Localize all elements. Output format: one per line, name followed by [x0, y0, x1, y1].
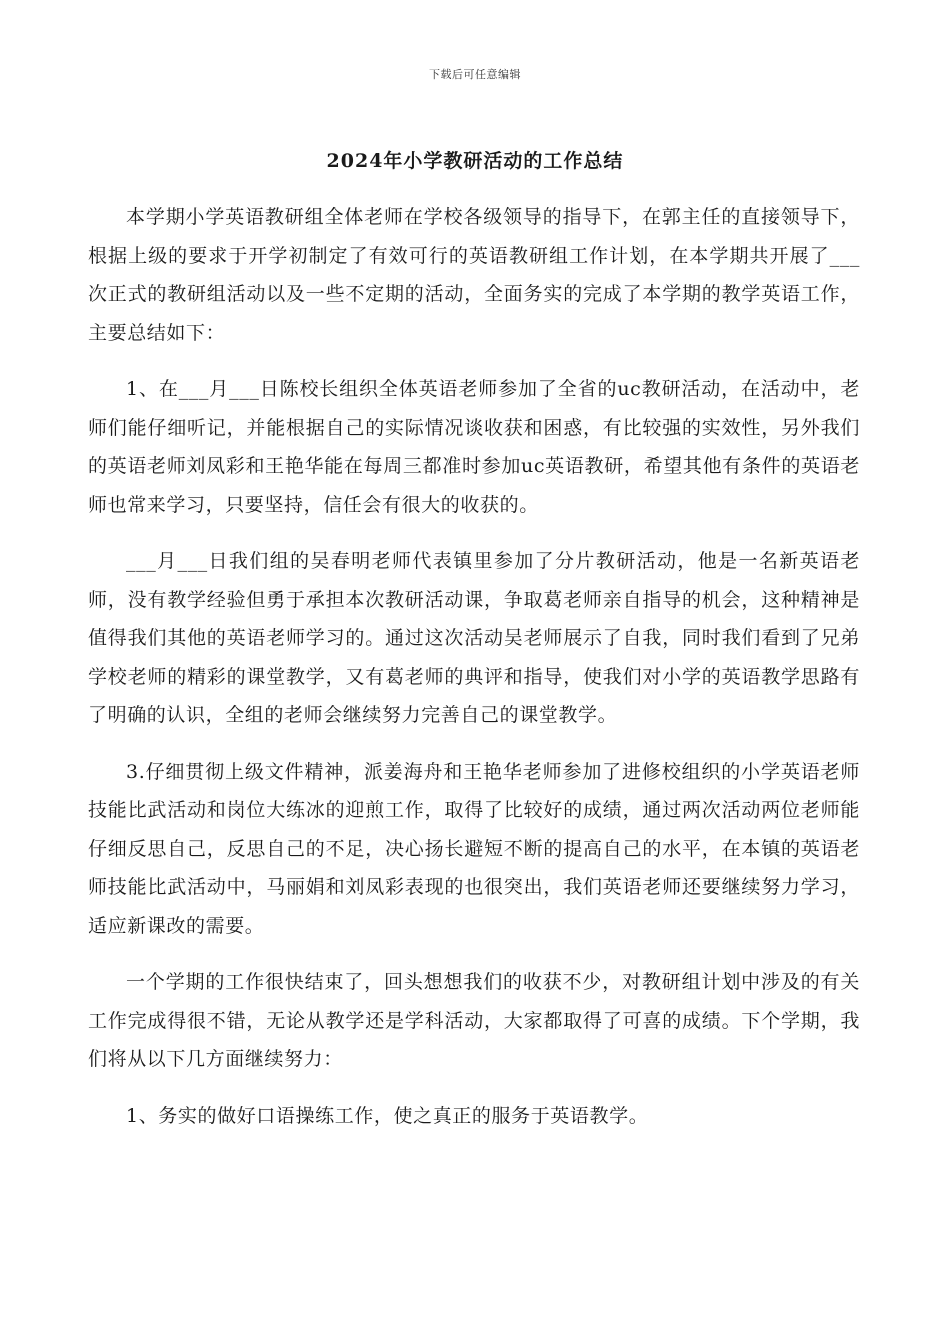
paragraph: ___月___日我们组的吴春明老师代表镇里参加了分片教研活动，他是一名新英语老师，没有教学经验但勇于承担本次教研活动课，争取葛老师亲自指导的机会，这种精神是值得我们其他的英语老师学习的。通过这次活动吴老师展示了自我，同时我们看到了兄弟学校老师的精彩的课堂教学，又有葛老师的典评和指导，使我们对小学的英语教学思路有了明确的认识，全组的老师会继续努力完善自己的课堂教学。	[88, 550, 860, 726]
document-title: 2024年小学教研活动的工作总结	[326, 150, 624, 172]
document-body	[88, 198, 860, 1153]
paragraph: 一个学期的工作很快结束了，回头想想我们的收获不少，对教研组计划中涉及的有关工作完成得很不错，无论从教学还是学科活动，大家都取得了可喜的成绩。下个学期，我们将从以下几方面继续努力：	[88, 971, 860, 1070]
paragraph: 本学期小学英语教研组全体老师在学校各级领导的指导下，在郭主任的直接领导下，根据上级的要求于开学初制定了有效可行的英语教研组工作计划，在本学期共开展了___次正式的教研组活动以及一些不定期的活动，全面务实的完成了本学期的教学英语工作，主要总结如下：	[88, 206, 860, 344]
header-note: 下载后可任意编辑	[429, 68, 521, 81]
paragraph: 3.仔细贯彻上级文件精神，派姜海舟和王艳华老师参加了进修校组织的小学英语老师技能比武活动和岗位大练冰的迎煎工作，取得了比较好的成绩，通过两次活动两位老师能仔细反思自己，反思自己的不足，决心扬长避短不断的提高自己的水平，在本镇的英语老师技能比武活动中，马丽娟和刘凤彩表现的也很突出，我们英语老师还要继续努力学习，适应新课改的需要。	[88, 760, 860, 937]
paragraph: 1、务实的做好口语操练工作，使之真正的服务于英语教学。	[126, 1104, 649, 1127]
paragraph: 1、在___月___日陈校长组织全体英语老师参加了全省的uc教研活动，在活动中，老师们能仔细听记，并能根据自己的实际情况谈收获和困惑，有比较强的实效性，另外我们的英语老师刘凤彩和王艳华能在每周三都准时参加uc英语教研，希望其他有条件的英语老师也常来学习，只要坚持，信任会有很大的收获的。	[88, 378, 860, 516]
